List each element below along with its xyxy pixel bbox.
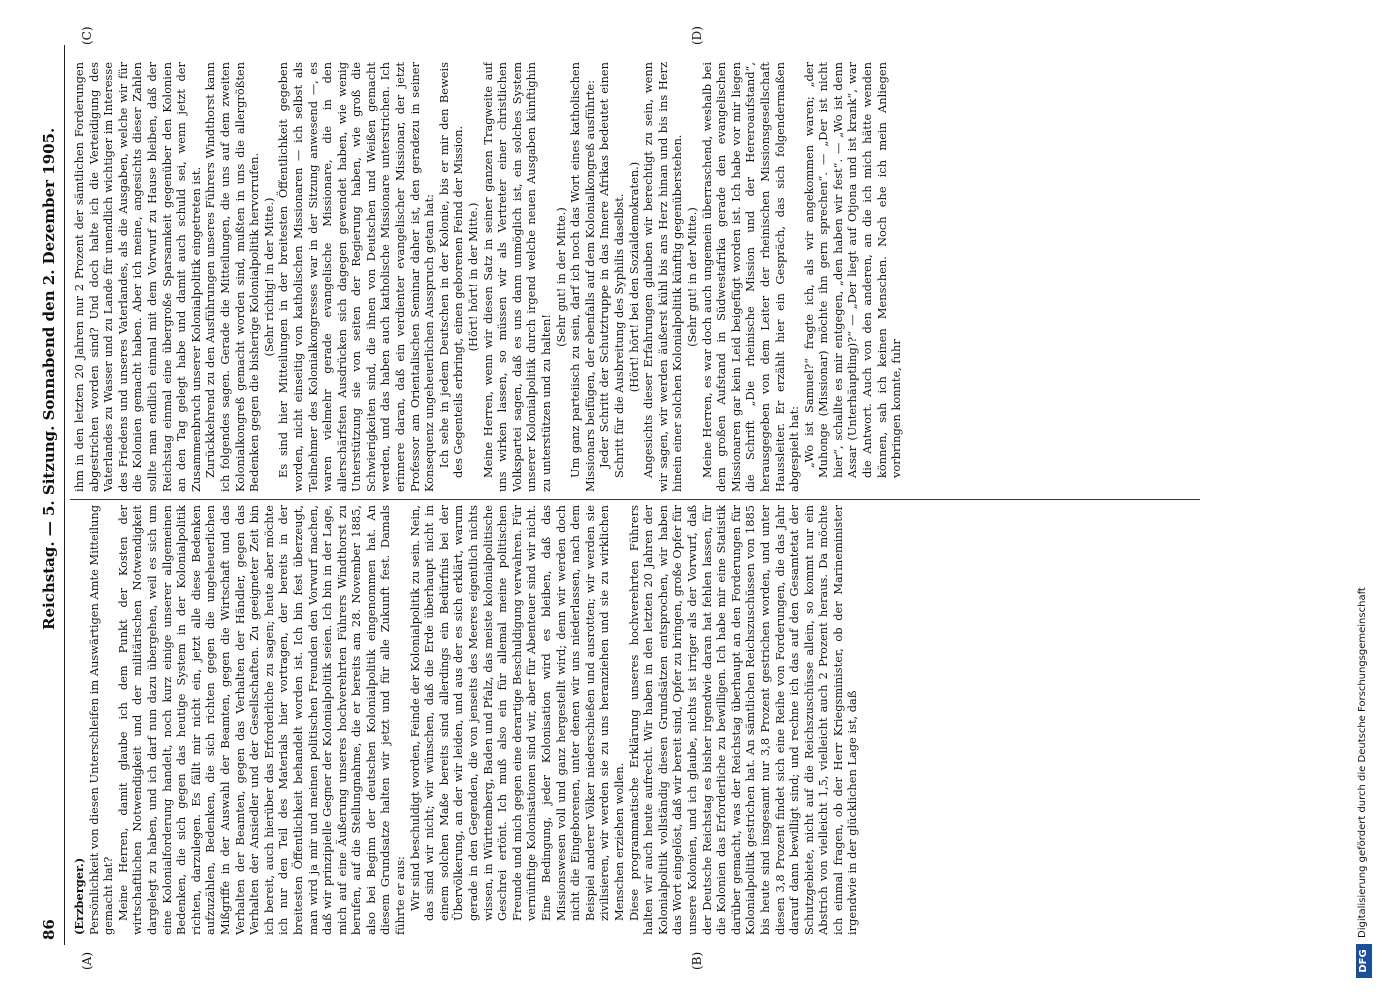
interjection: (Sehr gut! in der Mitte.) <box>553 207 568 347</box>
page-title: Reichstag. — 5. Sitzung. Sonnabend den 2. Dezember 1905. <box>40 127 58 630</box>
paragraph: Angesichts dieser Erfahrungen glauben wir berechtigt zu sein, wenn wir sagen, wir werden äußerst kühl bis ans Herz hinan und bis ins Herz hinein einer solchen Kolonialpolitik künftig gegenüberstehen. <box>641 62 685 492</box>
paragraph: Diese programmatische Erklärung unseres hochverehrten Führers halten wir auch heute aufrecht. Wir haben in den letzten 20 Jahren der Kolonialpolitik vollständig diesen Grundsätzen entsprochen, wir haben das Wort eingelöst, daß wir bereit sind, Opfer zu bringen, große Opfer für unsere Kolonien, und ich glaube, nichts ist irriger als der Vorwurf, daß der Deutsche Reichstag es bisher irgendwie daran hat fehlen lassen, für die Kolonien das Erforderliche zu bewilligen. Ich habe mir eine Statistik darüber gemacht, was der Reichstag überhaupt an den Forderungen für Kolonialpolitik gestrichen hat. An sämtlichen Reichszuschüssen von 1885 bis heute sind insgesamt nur 3,8 Prozent gestrichen worden, und unter diesen 3,8 Prozent findet sich eine Reihe von Forderungen, die das Jahr darauf dann bewilligt sind; und rechne ich das auf den Gesamtetat der Schutzgebiete, nicht auf die Reichszuschüsse allein, so kommt nur ein Abstrich von vielleicht 1,5, vielleicht auch 2 Prozent heraus. Da möchte ich einmal fragen, ob der Herr Kriegsminister, ob der Marineminister irgendwie in der glücklichen Lage ist, daß <box>626 505 860 935</box>
margin-marker-a: (A) <box>80 951 94 970</box>
digitization-note: Digitalisierung gefördert durch die Deutsche Forschungsgemeinschaft <box>1357 587 1368 938</box>
margin-marker-d: (D) <box>690 26 704 45</box>
margin-marker-c: (C) <box>80 26 94 45</box>
paragraph: Zurückkehrend zu den Ausführungen unseres Führers Windthorst kann ich folgendes sagen. Gerade die Mitteilungen, die uns auf dem zweiten Kolonialkongreß gemacht worden sind, mußten in uns die allergrößten Bedenken gegen die bisherige Kolonialpolitik hervorrufen. <box>203 62 262 492</box>
digitization-stamp <box>1352 0 1378 1000</box>
paragraph: Meine Herren, damit glaube ich dem Punkt der Kosten der wirtschaftlichen Notwendigkeit und der militärischen Notwendigkeit dargelegt zu haben, und ich darf nun dazu übergehen, weil es sich um eine Kolonialforderung handelt, noch kurz einige unserer allgemeinen Bedenken, die sich gegen das heutige System in der Kolonialpolitik richten, darzulegen. Es fällt mir nicht ein, jetzt alle diese Bedenken aufzuzählen, Bedenken, die sich richten gegen die ungeheuerlichen Mißgriffe in der Auswahl der Beamten, gegen die Wirtschaft und das Verhalten der Beamten, gegen das Verhalten der Händler, gegen das Verhalten der Ansiedler und der Gesellschaften. Zu geeigneter Zeit bin ich bereit, auch hierüber das Erforderliche zu sagen; heute aber möchte ich nur den Teil des Materials hier vortragen, der bereits in der breitesten Öffentlichkeit behandelt worden ist. Ich bin fest überzeugt, man wird ja mir und meinen politischen Freunden den Vorwurf machen, daß wir prinzipielle Gegner der Kolonialpolitik seien. Ich bin in der Lage, mich auf eine Äußerung unseres hochverehrten Führers Windthorst zu berufen, auf die Stellungnahme, die er bereits am 28. November 1885, also bei Beginn der deutschen Kolonialpolitik eingenommen hat. An diesem Grundsatze halten wir jetzt und für alle Zukunft fest. Damals führte er aus: <box>115 505 408 935</box>
interjection: (Hört! hört! bei den Sozialdemokraten.) <box>626 161 641 393</box>
paragraph: Meine Herren, es war doch auch ungemein überraschend, weshalb bei dem großen Aufstand in Südwestafrika gerade den evangelischen Missionaren gar kein Leid beigefügt worden ist. Ich habe vor mir liegen die Schrift „Die rheinische Mission und der Hereroaufstand“, herausgegeben von dem Leiter der rheinischen Missionsgesellschaft Haussleiter. Er erzählt hier ein Gespräch, das sich folgendermaßen abgespielt hat: <box>699 62 802 492</box>
quotation: Wir sind beschuldigt worden, Feinde der Kolonialpolitik zu sein. Nein, das sind wir nicht; wir wünschen, daß die Erde überhaupt nicht in einem solchen Maße bereits sind allerdings ein Bedürfnis bei der Übervölkerung, an der wir leiden, und aus der es sich erklärt, warum gerade in den Gegenden, die von jenseits des Meeres eigentlich nichts wissen, in Württemberg, Baden und Pfalz, das meiste kolonialpolitische Geschrei ertönt. Ich muß also ein für allemal meine politischen Freunde und mich gegen eine derartige Beschuldigung verwahren. Für vernünftige Kolonisationen sind wir, aber für Abenteuer sind wir nicht. Eine Bedingung, jeder Kolonisation wird es bleiben, daß das Missionswesen voll und ganz hergestellt wird; denn wir werden doch nicht die Eingeborenen, unter denen wir uns niederlassen, nach dem Beispiel anderer Völker niederschießen und ausrotten; wir werden sie zivilisieren, wir werden sie zu uns heranziehen und sie zu wirklichen Menschen erziehen wollen. <box>407 505 626 921</box>
paragraph: Meine Herren, wenn wir diesen Satz in seiner ganzen Tragweite auf uns wirken lassen, so müssen wir als Vertreter einer christlichen Volkspartei sagen, daß es uns dann unmöglich ist, ein solches System unserer Kolonialpolitik durch irgend welche neuen Ausgaben künftighin zu unterstützen und zu halten! <box>480 62 553 492</box>
paragraph: Um ganz parteiisch zu sein, darf ich noch das Wort eines katholischen Missionars beifügen, der ebenfalls auf dem Kolonialkongreß ausführte: <box>568 62 597 492</box>
paragraph: ihm in den letzten 20 Jahren nur 2 Prozent der sämtlichen Forderungen abgestrichen worden sind? Und doch halte ich die Verteidigung des Vaterlandes zu Wasser und zu Lande für unendlich wichtiger im Interesse des Friedens und unseres Vaterlandes, als die Ausgaben, welche wir für die Kolonien gemacht haben. Aber ich meine, angesichts dieser Zahlen sollte man endlich einmal mit dem Vorwurf zu Hause bleiben, daß der Reichstag einmal eine übergroße Sparsamkeit gegenüber den Kolonien an den Tag gelegt habe und damit auch schuld sei, wenn jetzt der Zusammenbruch unserer Kolonialpolitik eingetreten ist. <box>72 62 203 492</box>
paragraph: Persönlichkeit von diesen Unterschleifen im Auswärtigen Amte Mitteilung gemacht hat? <box>86 505 116 935</box>
header-rule <box>64 45 65 945</box>
left-column <box>72 505 1192 935</box>
column-divider <box>70 499 1200 500</box>
quotation: „Wo ist Samuel?“ fragte ich, als wir angekommen waren; „der Muhonge (Missionar) möchte ihn gern sprechen“. — „Der ist nicht hier“, schallte es mir entgegen, „den haben wir fest“. — „Wo ist denn Assar (Unterhäuptling)?“ — „Der liegt auf Otjona und ist krank“, war die Antwort. Auch von den anderen, an die ich mich hätte wenden können, sah ich keinen Menschen. Noch ehe ich mein Anliegen vorbringen konnte, fuhr <box>801 62 904 478</box>
quotation: Jeder Schritt der Schutztruppe in das Innere Afrikas bedeutet einen Schritt für die Ausbreitung des Syphilis daselbst. <box>597 62 626 478</box>
speaker-label: (Erzberger.) <box>72 857 86 935</box>
dfg-logo: DFG <box>1356 944 1372 978</box>
interjection: (Hört! hört! in der Mitte.) <box>466 202 481 352</box>
page-number: 86 <box>40 919 58 940</box>
interjection: (Sehr gut! in der Mitte.) <box>684 207 699 347</box>
paragraph: Es sind hier Mitteilungen in der breitesten Öffentlichkeit gegeben worden, nicht einseitig von katholischen Missionaren — ich selbst als Teilnehmer des Kolonialkongresses war in der Sitzung anwesend —, es waren vielmehr gerade evangelische Missionare, die in den allerschärfsten Ausdrücken sich dagegen gewendet haben, wie wenig Unterstützung sie von seiten der Regierung haben, wie groß die Schwierigkeiten sind, die ihnen von Deutschen und Weißen gemacht werden, und das haben auch katholische Missionare unterstrichen. Ich erinnere daran, daß ein verdienter evangelischer Missionar, der jetzt Professor am Orientalischen Seminar daher ist, den geradezu in seiner Konsequenz ungeheuerlichen Ausspruch getan hat: <box>276 62 437 492</box>
right-column <box>72 62 1192 492</box>
page-header <box>40 50 62 940</box>
quotation: Ich sehe in jedem Deutschen in der Kolonie, bis er mir den Beweis des Gegenteils erbringt, einen geborenen Feind der Mission. <box>436 62 466 478</box>
margin-marker-b: (B) <box>690 951 704 970</box>
interjection: (Sehr richtig! in der Mitte.) <box>261 197 276 357</box>
